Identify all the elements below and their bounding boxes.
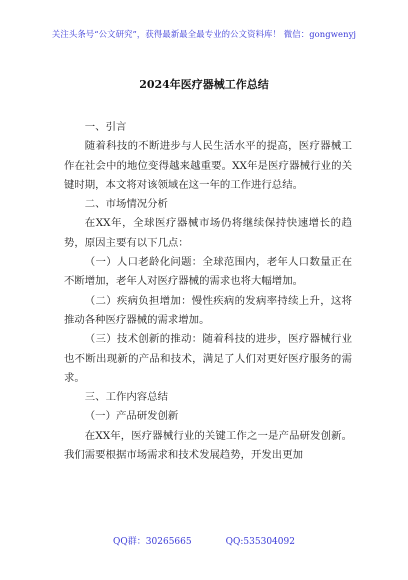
paragraph-market-disease: （二）疾病负担增加：慢性疾病的发病率持续上升，这将推动各种医疗器械的需求增加。: [64, 294, 352, 326]
subsection-heading-rnd: （一）产品研发创新: [84, 410, 179, 423]
section-heading-work-summary: 三、工作内容总结: [84, 391, 168, 404]
footer-banner: [0, 534, 408, 547]
paragraph-rnd: 在XX年，医疗器械行业的关键工作之一是产品研发创新。我们需要根据市场需求和技术发展趋势，开发出更加: [64, 429, 352, 462]
header-banner: 关注头条号“公文研究”，获得最新最全最专业的公文资料库！ 微信：gongwenyj: [51, 29, 357, 39]
document-title: 2024年医疗器械工作总结: [139, 78, 269, 91]
paragraph-market-intro: 在XX年，全球医疗器械市场仍将继续保持快速增长的趋势，原因主要有以下几点：: [64, 217, 352, 249]
paragraph-market-technology: （三）技术创新的推动：随着科技的进步，医疗器械行业也不断出现新的产品和技术，满足了人们对更好医疗服务的需求。: [64, 333, 352, 384]
section-heading-market: 二、市场情况分析: [84, 198, 168, 211]
footer-qq: QQ:535304092: [225, 537, 295, 547]
paragraph-introduction: 随着科技的不断进步与人民生活水平的提高，医疗器械工作在社会中的地位变得越来越重要。XX年是医疗器械行业的关键时期，本文将对该领域在这一年的工作进行总结。: [64, 140, 352, 191]
paragraph-market-aging: （一）人口老龄化问题：全球范围内，老年人口数量正在不断增加，老年人对医疗器械的需求也将大幅增加。: [64, 256, 352, 288]
footer-qq-group: QQ群：30265665: [113, 537, 192, 547]
section-heading-introduction: 一、引言: [84, 121, 127, 133]
document-body: [64, 118, 352, 465]
